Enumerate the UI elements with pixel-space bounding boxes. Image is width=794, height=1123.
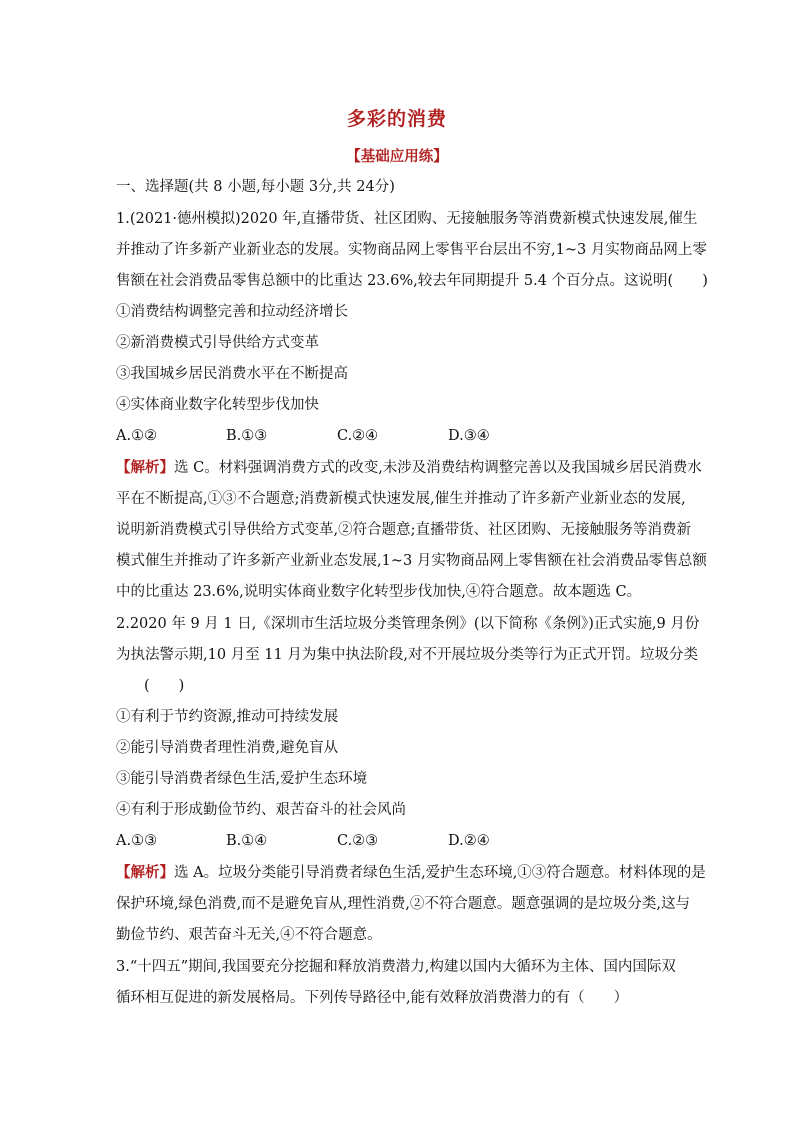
q1-option-a: A.①② [116, 428, 158, 444]
q1-stem-line: 1.(2021·德州模拟)2020 年,直播带货、社区团购、无接触服务等消费新模式快速发展,催生 [116, 211, 698, 227]
q3-stem-line: 3.“十四五”期间,我国要充分挖掘和释放消费潜力,构建以国内大循环为主体、国内国际双 [116, 959, 676, 975]
q2-answer-blank: ( ) [144, 678, 185, 694]
q3-stem-line: 循环相互促进的新发展格局。下列传导路径中,能有效释放消费潜力的有（ ） [116, 990, 629, 1006]
q2-option-b: B.①④ [226, 833, 268, 849]
q1-option-b: B.①③ [226, 428, 268, 444]
q1-analysis-text: 选 C。材料强调消费方式的改变,未涉及消费结构调整完善以及我国城乡居民消费水 [174, 460, 702, 476]
q2-analysis-line: 保护环境,绿色消费,而不是避免盲从,理性消费,②不符合题意。题意强调的是垃圾分类,这与 [116, 896, 691, 912]
q2-analysis-line: 勤俭节约、艰苦奋斗无关,④不符合题意。 [116, 927, 382, 943]
q1-stem-line: 并推动了许多新产业新业态的发展。实物商品网上零售平台层出不穷,1~3 月实物商品网上零 [116, 242, 707, 258]
section-subtitle: 【基础应用练】 [346, 148, 448, 165]
q2-analysis-text: 选 A。垃圾分类能引导消费者绿色生活,爱护生态环境,①③符合题意。材料体现的是 [174, 865, 706, 881]
q1-option-d: D.③④ [448, 428, 490, 444]
q1-item: ①消费结构调整完善和拉动经济增长 [116, 304, 348, 320]
q2-stem-line: 为执法警示期,10 月至 11 月为集中执法阶段,对不开展垃圾分类等行为正式开罚。垃圾分类 [116, 647, 698, 663]
q1-analysis-line: 平在不断提高,①③不合题意;消费新模式快速发展,催生并推动了许多新产业新业态的发展, [116, 491, 686, 507]
q1-analysis-line [116, 458, 702, 478]
q1-item: ②新消费模式引导供给方式变革 [116, 335, 319, 351]
q2-analysis-line [116, 863, 706, 883]
q2-item: ①有利于节约资源,推动可持续发展 [116, 709, 339, 725]
q2-option-a: A.①③ [116, 833, 158, 849]
q1-analysis-line: 中的比重达 23.6%,说明实体商业数字化转型步伐加快,④符合题意。故本题选 C。 [116, 584, 642, 600]
q1-stem-line: 售额在社会消费品零售总额中的比重达 23.6%,较去年同期提升 5.4 个百分点。这说明( ) [116, 273, 708, 289]
q2-stem-line: 2.2020 年 9 月 1 日,《深圳市生活垃圾分类管理条例》(以下简称《条例》)正式实施,9 月份 [116, 616, 700, 632]
q1-option-c: C.②④ [337, 428, 379, 444]
q1-item: ③我国城乡居民消费水平在不断提高 [116, 366, 348, 382]
q2-item: ③能引导消费者绿色生活,爱护生态环境 [116, 771, 368, 787]
analysis-tag: 【解析】 [116, 864, 174, 881]
q2-option-c: C.②③ [337, 833, 379, 849]
analysis-tag: 【解析】 [116, 459, 174, 476]
q2-item: ②能引导消费者理性消费,避免盲从 [116, 740, 339, 756]
page-title: 多彩的消费 [346, 108, 447, 130]
q1-item: ④实体商业数字化转型步伐加快 [116, 397, 319, 413]
q1-analysis-line: 模式催生并推动了许多新产业新业态发展,1~3 月实物商品网上零售额在社会消费品零售总额 [116, 553, 707, 569]
q2-item: ④有利于形成勤俭节约、艰苦奋斗的社会风尚 [116, 802, 406, 818]
q2-option-d: D.②④ [448, 833, 490, 849]
section-heading: 一、选择题(共 8 小题,每小题 3分,共 24分) [116, 179, 395, 195]
q1-analysis-line: 说明新消费模式引导供给方式变革,②符合题意;直播带货、社区团购、无接触服务等消费新 [116, 522, 691, 538]
